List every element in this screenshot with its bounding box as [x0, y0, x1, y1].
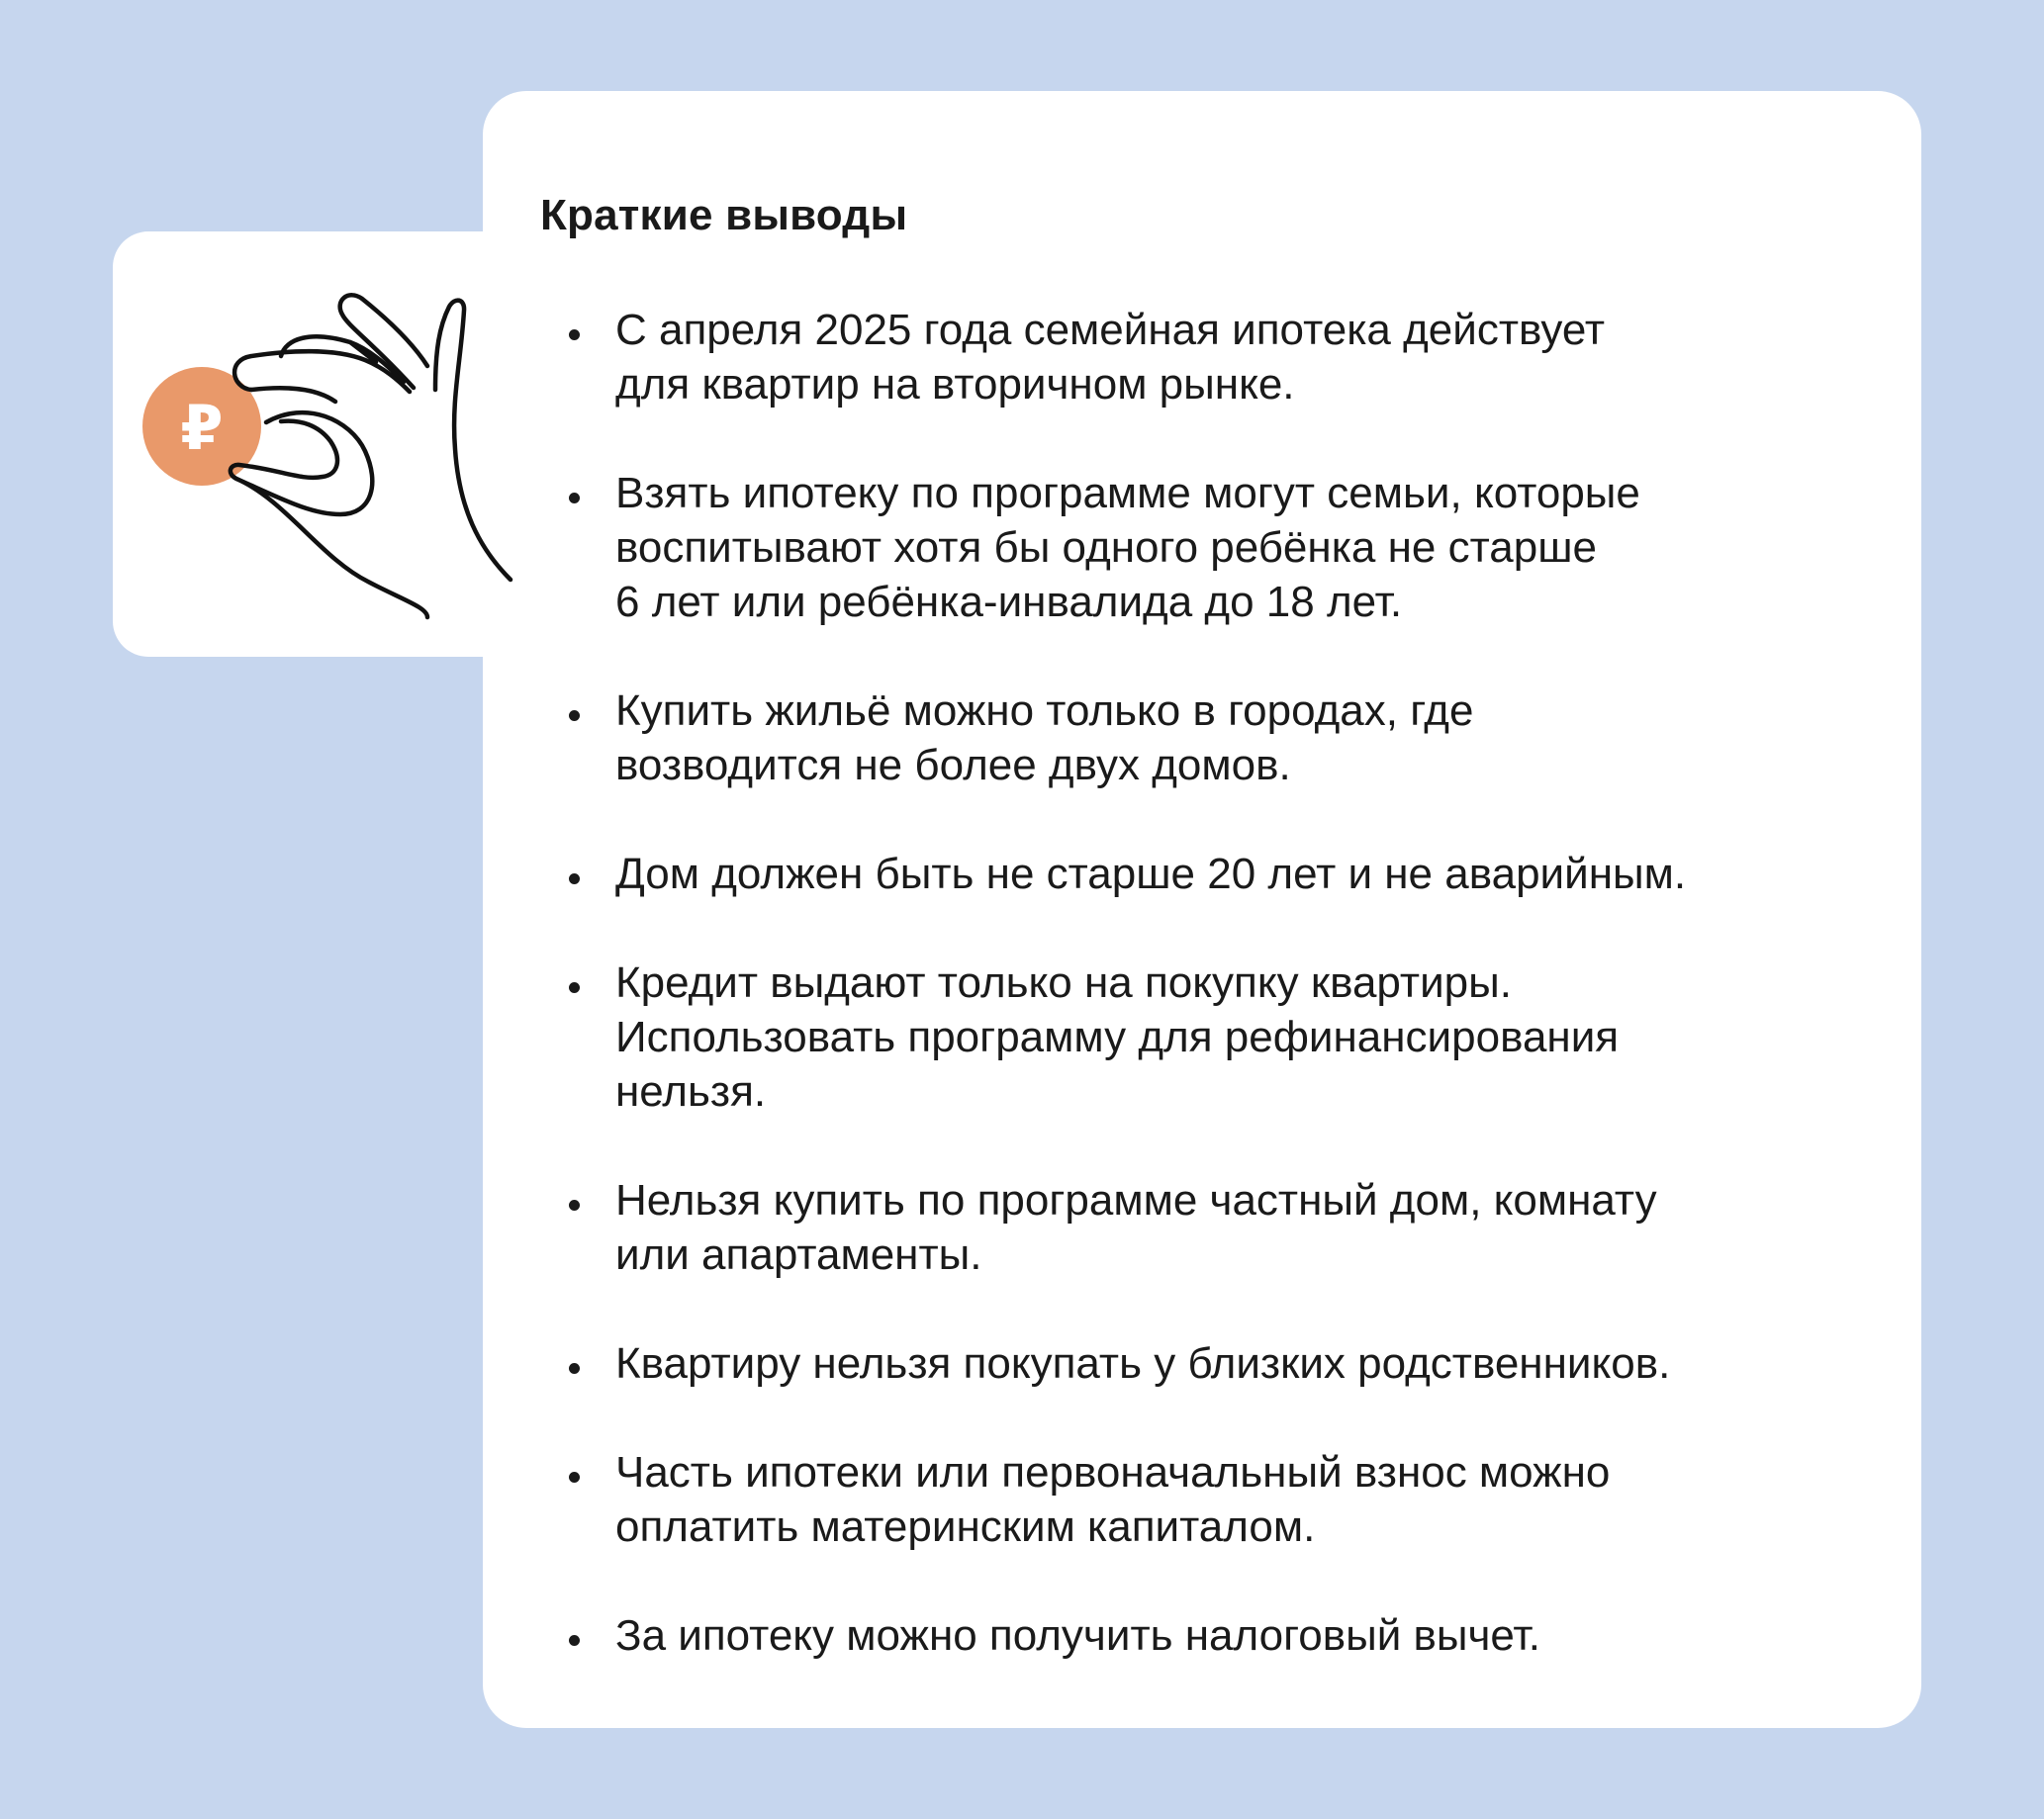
ruble-symbol: ₽ — [180, 392, 224, 464]
list-item: Взять ипотеку по программе могут семьи, которые воспитывают хотя бы одного ребёнка не старше 6 лет или ребёнка-инвалида до 18 лет. — [540, 466, 1898, 629]
list-item: Купить жильё можно только в городах, где возводится не более двух домов. — [540, 683, 1898, 792]
list-item: Нельзя купить по программе частный дом, комнату или апартаменты. — [540, 1173, 1898, 1282]
list-item: Дом должен быть не старше 20 лет и не аварийным. — [540, 847, 1898, 901]
summary-list — [540, 303, 1898, 1717]
list-item: Квартиру нельзя покупать у близких родственников. — [540, 1336, 1898, 1391]
summary-title: Краткие выводы — [540, 191, 908, 239]
list-item: Кредит выдают только на покупку квартиры. Использовать программу для рефинансирования нельзя. — [540, 955, 1898, 1119]
list-item: С апреля 2025 года семейная ипотека действует для квартир на вторичном рынке. — [540, 303, 1898, 411]
list-item: За ипотеку можно получить налоговый вычет. — [540, 1608, 1898, 1663]
list-item: Часть ипотеки или первоначальный взнос можно оплатить материнским капиталом. — [540, 1445, 1898, 1554]
